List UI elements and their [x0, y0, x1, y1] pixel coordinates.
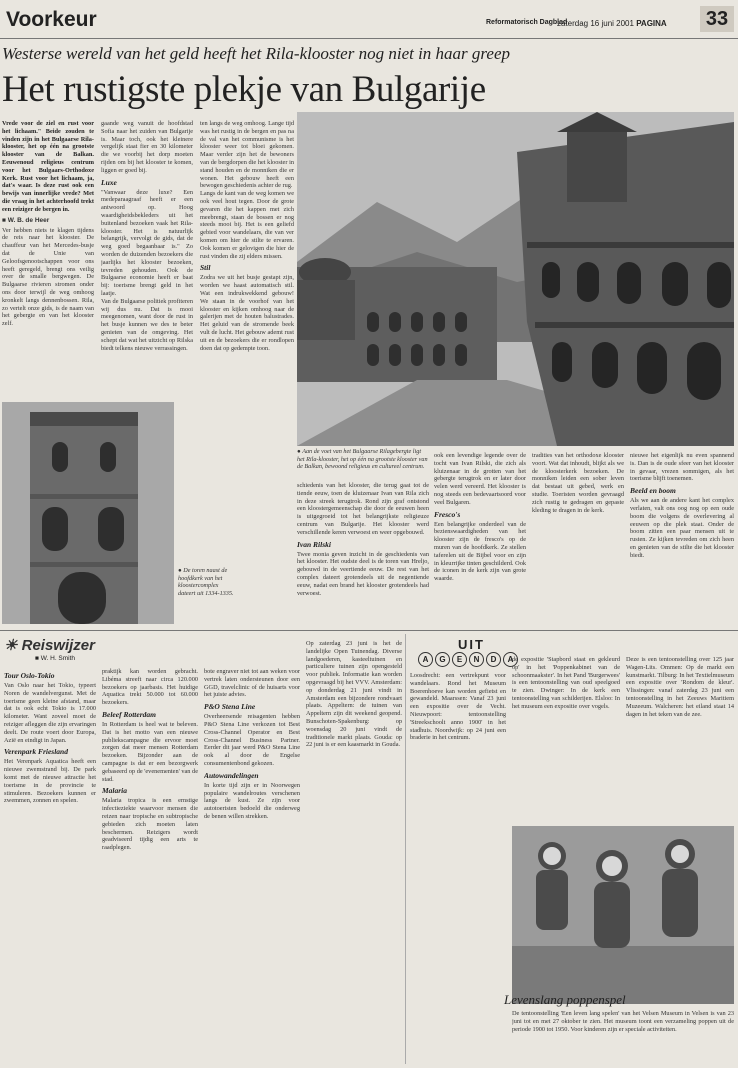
tower-photo-art [2, 402, 174, 624]
reiswijzer-author: ■ W. H. Smith [35, 655, 76, 662]
article-body-6: tradities van het orthodoxe klooster voort. Wat dat inhoudt, blijkt als we de kloosterkerk bezoeken. De monniken leiden een sober leven dat bestaat uit gebed, werk en studie. Toeristen worden gevraagd zich rustig te gedragen en gepaste kleding te dragen in de kerk. [532, 452, 624, 514]
subhead-verenpark: Verenpark Friesland [4, 747, 68, 757]
reiswijzer-column-4 [306, 640, 402, 1062]
reiswijzer-body-3c: In korte tijd zijn er in Noorwegen populaire wandelroutes verschenen langs de kust. Ze zijn voor autotoeristen bedoeld die onderweg de benen willen strekken. [204, 781, 300, 820]
agenda-column-3 [626, 656, 734, 822]
agenda-body-3: Deze is een tentoonstelling over 125 jaar Wagen-Lits. Ommen: Op de markt een kunstmarkt. Tilburg: In het Textielmuseum een expositie over 'Rondom de kleur'. Vlissingen: vanaf zaterdag 23 juni een tentoonstelling in het Zeeuws Maritiem Muzeeum. Walcheren: het eiland staat 14 dagen in het teken van de zee. [626, 656, 734, 718]
paper-name: Reformatorisch Dagblad [486, 19, 568, 26]
page-label: PAGINA [636, 19, 667, 28]
reiswijzer-body-2b: In Rotterdam is heel wat te beleven. Dat is het motto van een nieuwe publiekscampagne die ervoor moet zorgen dat meer mensen Rotterdam bezoeken. Bijzonder aan de campagne is dat er een bezorgwerk gebaseerd op de 'evenementen' van de stad. [102, 720, 198, 783]
photo-tower-caption: ● De toren naast de hoofdkerk van het kloostercomplex dateert uit 1334-1335. [178, 567, 234, 597]
subhead-fresco: Fresco's [434, 509, 461, 519]
article-column-2 [101, 120, 193, 398]
article-body-4a: schiedenis van het klooster, die terug gaat tot de tiende eeuw, toen de kluizenaar Ivan van Rila zich in deze streek terugtrok. Rond zijn graf ontstond een kloostergemeenschap die door de eeuwen heen is uitgegroeid tot het belangrijkste religieuze centrum van Bulgarije. Het klooster werd verschillende keren verwoest en weer opgebouwd. [297, 482, 429, 536]
main-caption-text: Aan de voet van het Bulgaarse Rilagebergte ligt het Rila-klooster, het op één na grootste klooster van de Balkan, bewoond religieus en cultureel centrum. [297, 448, 428, 471]
article-column-5 [434, 452, 526, 624]
reiswijzer-author-name: W. H. Smith [40, 655, 76, 662]
article-body-7b: Als we aan de andere kant het complex verlaten, valt ons oog nog op een oude boom die volgens de overlevering al eeuwen op die plek staat. Onder de boom zitten een paar mensen uit te rusten. Ze kijken tevreden om zich heen en genieten van de stilte die het klooster biedt. [630, 497, 734, 559]
article-body-3c: Zodra we uit het busje gestapt zijn, worden we haast automatisch stil. Wat een indrukwekkend gebouw! We staan in de voorhof van het klooster en kijken omhoog naar de galerijen met de houten balustrades. Het geluid van de stromende beek vult de lucht. Het gebouw ademt rust uit en de bezoekers die er rondlopen doen dat op gedempte toon. [200, 274, 294, 352]
subhead-beeld: Beeld en boom [630, 486, 676, 496]
reiswijzer-body-2a: praktijk kan worden gebracht. Libéma streeft naar circa 120.000 bezoekers op jaarbasis. Het huidige Aquatica trekt 50.000 tot 60.000 bezoekers. [102, 668, 198, 707]
agenda-column-2 [512, 656, 620, 822]
article-body-5a: ook een levendige legende over de tocht van Ivan Rilski, die zich als kluizenaar in de grotten van het gebergte terugtrok en er later door velen werd vereerd. Het klooster is nog steeds een bedevaartsoord voor veel Bulgaren. [434, 452, 526, 506]
poster-caption-text: De tentoonstelling 'Een leven lang spelen' van het Velsen Museum in Velsen is van 23 juni tot en met 27 oktober te zien. Het museum toont een verzameling poppen uit de periode 1900 tot 1950. Voor kinderen zijn er speciale activiteiten. [512, 1010, 734, 1033]
agenda-divider [405, 634, 406, 1064]
article-body-3b: Langs de kant van de weg komen we ook veel hout tegen. Door de grote gevaren die het kappen met zich meebrengt, staan de bossen er nog steeds mooi bij. Het is een geliefd gebied voor wandelaars, die van ver komen om hier de stilte te ervaren. Ook komen er gelovigen die hier de rust vinden die zij elders missen. [200, 190, 294, 260]
article-column-6 [532, 452, 624, 624]
article-body-2c: Van de Bulgaarse politiek profiteren wij dus nu. Dat is mooi meegenomen, want door de rust in het busje kunnen we des te beter genieten van de omgeving. Het schept dat wat het uitzicht op Rilska biedt telkens nieuwe verrassingen. [101, 297, 193, 352]
publication-date [557, 19, 667, 28]
reiswijzer-body-4: Op zaterdag 23 juni is het de landelijke Open Tuinendag. Diverse landgoederen, kasteeltuinen en particuliere tuinen zijn opengesteld voor publiek. Informatie kan worden opgevraagd bij het VVV. Amsterdam: op donderdag 21 juni vindt in Amsterdam een bijzondere rondvaart plaats. Appeltern: de tuinen van Appeltern zijn dit weekend geopend. Bunschoten-Spakenburg: op woensdag 20 juni vindt de traditionele markt plaats. Gouda: op 22 juni is er een kaasmarkt in Gouda. [306, 640, 402, 749]
subhead-oslo: Tour Oslo-Tokio [4, 671, 55, 680]
reiswijzer-logo: ☀ Reiswijzer [4, 637, 95, 654]
article-column-4 [297, 482, 429, 622]
tower-caption-text: De toren naast de hoofdkerk van het kloostercomplex dateert uit 1334-1335. [178, 567, 234, 597]
article-body-2a: gaande weg vanuit de hoofdstad Sofia naar het zuiden van Bulgarije is. Maar toch, ook het kleinere vergelijk staat fier en 30 kilometer die we voorbij het dorp moeten rijden om bij het klooster te komen, liggen er goed bij. [101, 120, 193, 174]
subhead-malaria: Malaria [102, 786, 128, 796]
agenda-letters [418, 652, 520, 667]
poster-caption [512, 1010, 734, 1062]
article-body-2b: "Vanwaar deze luxe? Een medeparaagraaf heeft er een antwoord op. Hoog waardigheidsbekleders uit het buitenland bezoeken vaak het Rila-klooster. Het is natuurlijk belangrijk, vervolgt de gids, dat de weg goed begaanbaar is." Zo worden de duizenden bezoekers die jaarlijks het klooster bezoeken, tevreden gehouden. Ook de Bulgaarse economie heeft er baat bij: toerisme brengt geld in het laatje. [101, 188, 193, 297]
article-kicker: Westerse wereld van het geld heeft het Rila-klooster nog niet in haar greep [2, 44, 510, 63]
agenda-body-1: Loosdrecht: een vertrekpunt voor wandelaars. Rond het Museum Boerenhoeve kan worden gefietst en gewandeld. Maarssen: Vanaf 23 juni een expositie over de Vecht. Nieuwpoort: tentoonstelling 'Streekschoolt anno 1900' in het stadhuis. Noordwijk: op 24 juni een braderie in het centrum. [410, 672, 506, 742]
photo-monastery [297, 112, 734, 446]
article-body-1: Ver hebben niets te klagen tijdens de reis naar het klooster. De chauffeur van het Mercedes-busje dat de Unie van Geloofsgenootschappen voor ons heeft geregeld, brengt ons veilig over de smalle bergwegen. De Bulgaarse rivieren stromen onder ons door terwijl de weg omhoog kronkelt langs dennenbossen. Rila, zo vertelt onze gids, is de naam van het gebergte en van het klooster zelf. [2, 226, 94, 328]
reiswijzer-body-3a: bote engraver niet tot aan weken voor vertrek laten ondersteunen door een GGD, travelclinic of de huisarts voor het juiste advies. [204, 668, 300, 699]
article-body-4b: Twee monia geven inzicht in de geschiedenis van het klooster. Het oudste deel is de toren van Hreljo, gebouwd in de veertiende eeuw. De rest van het complex dateert grotendeels uit de negentiende eeuw, nadat een brand het klooster grotendeels had verwoest. [297, 550, 429, 597]
subhead-stil: Stil [200, 263, 211, 273]
author-name: W. B. de Heer [7, 216, 50, 224]
agenda-letter: E [452, 652, 467, 667]
reiswijzer-column-1 [4, 668, 96, 1062]
subhead-autowandelingen: Autowandelingen [204, 770, 259, 780]
agenda-letter: G [435, 652, 450, 667]
reiswijzer-body-3b: Overheersende reisagenten hebben P&O Stena Line verkozen tot Best Cross-Channel Operator en Best Cross-Channel Business Partner. Eerder dit jaar werd P&O Stena Line ook al door de Engelse consumentenbond gekozen. [204, 713, 300, 767]
dolls-photo-art [512, 826, 734, 1004]
reiswijzer-column-2 [102, 668, 198, 1062]
agenda-letter: N [469, 652, 484, 667]
subhead-rotterdam: Beleef Rotterdam [102, 709, 156, 719]
article-author: ■ W. B. de Heer [2, 216, 50, 224]
agenda-column-1 [410, 672, 506, 1062]
reiswijzer-body-2c: Malaria tropica is een ernstige infectieziekte waarvoor mensen die reizen naar tropische en subtropische gebieden zich moeten laten beschermen. Reizigers wordt geadviseerd tijdig een arts te raadplegen. [102, 797, 198, 852]
article-intro: Vrede voor de ziel en rust voor het lichaam." Beide zouden te vinden zijn in het Bulgaarse Rila-klooster, het op één na grootste klooster van de Balkan. Eeuwenoud religieus centrum voor het Bulgaars-Orthodoxe Kerk. Rust voor het lichaam, ja, dat's waar. Is deze rust ook een bewijs van innerlijke vrede? Met die vraag in het achterhoofd trekt een reiziger de bergen in. [2, 120, 94, 213]
reiswijzer-body-1a: Van Oslo naar het Tokio, typeert Noren de wandelvergunst. Met de toerisme geen kleine afstand, maar dat is ook echt Tokio is 17.000 kilometer. Want zoveel moet de reiziger afleggen die zijn ervaringen deelt. De route voert door Europa, Azië en eindigt in Japan. [4, 682, 96, 744]
reiswijzer-body-1b: Het Verenpark Aquatica heeft een nieuwe zwemstrand bij. De park komt met de nieuwe attractie het toerisme in de provincie te stimuleren. Bezoekers kunnen er zwemmen, zonnen en spelen. [4, 758, 96, 805]
subhead-ivan: Ivan Rilski [297, 539, 331, 549]
section-title: Voorkeur [6, 8, 97, 31]
reiswijzer-column-3 [204, 668, 300, 1062]
page-header [0, 0, 738, 39]
agenda-letter: D [486, 652, 501, 667]
agenda-body-2: de expositie 'Stapbord staat en gekleurd op' in het 'Poppenkabinet van de schoonmaakster'. In het Pand 'Burgerwees' is een tentoonstelling van oud speelgoed te zien. Dwinger: In de kerk een tentoonstelling van schilderijen. Elsloo: In het museum een expositie over vogels. [512, 656, 620, 710]
poster-title: Levenslang poppenspel [504, 992, 626, 1007]
date-text: zaterdag 16 juni 2001 [557, 19, 634, 28]
article-body-3a: ten langs de weg omhoog. Lange tijd was het rustig in de bergen en pas na de val van het communisme is het klooster weer tot bloei gekomen. Maar verder zijn het de bewoners van de bergdorpen die het klooster in stand houden en de monniken die er wonen. Het gebouw heeft een bewogen geschiedenis achter de rug. [200, 120, 294, 190]
subhead-luxe: Luxe [101, 177, 117, 187]
photo-tower [2, 402, 174, 624]
article-headline: Het rustigste plekje van Bulgarije [2, 69, 486, 110]
page-number: 33 [700, 6, 734, 32]
agenda-title: UIT [458, 637, 485, 652]
subhead-stena: P&O Stena Line [204, 702, 256, 712]
agenda-letter: A [503, 652, 518, 667]
article-column-7 [630, 452, 734, 624]
article-column-1 [2, 120, 94, 398]
reiswijzer-logo-text: Reiswijzer [21, 637, 95, 654]
photo-main-caption: ● Aan de voet van het Bulgaarse Rilagebergte ligt het Rila-klooster, het op één na grootste klooster van de Balkan, bewoond religieus en cultureel centrum. [297, 448, 428, 471]
article-column-3 [200, 120, 294, 398]
article-body-5b: Een belangrijke onderdeel van de bezienswaardigheden van het klooster zijn de fresco's op de muren van de hoofdkerk. Ze stellen taferelen uit de Bijbel voor en zijn in kleurrijke tinten geschilderd. Ook de iconen in de kerk zijn van grote waarde. [434, 520, 526, 583]
agenda-letter: A [418, 652, 433, 667]
article-body-7a: nieuwe het eigenlijk nu even spannend is. Dan is de oude sfeer van het klooster in gevaar, vrezen sommigen, als het toerisme blijft toenemen. [630, 452, 734, 483]
section-divider [0, 630, 738, 631]
photo-dolls [512, 826, 734, 1004]
monastery-photo-art [297, 112, 734, 446]
